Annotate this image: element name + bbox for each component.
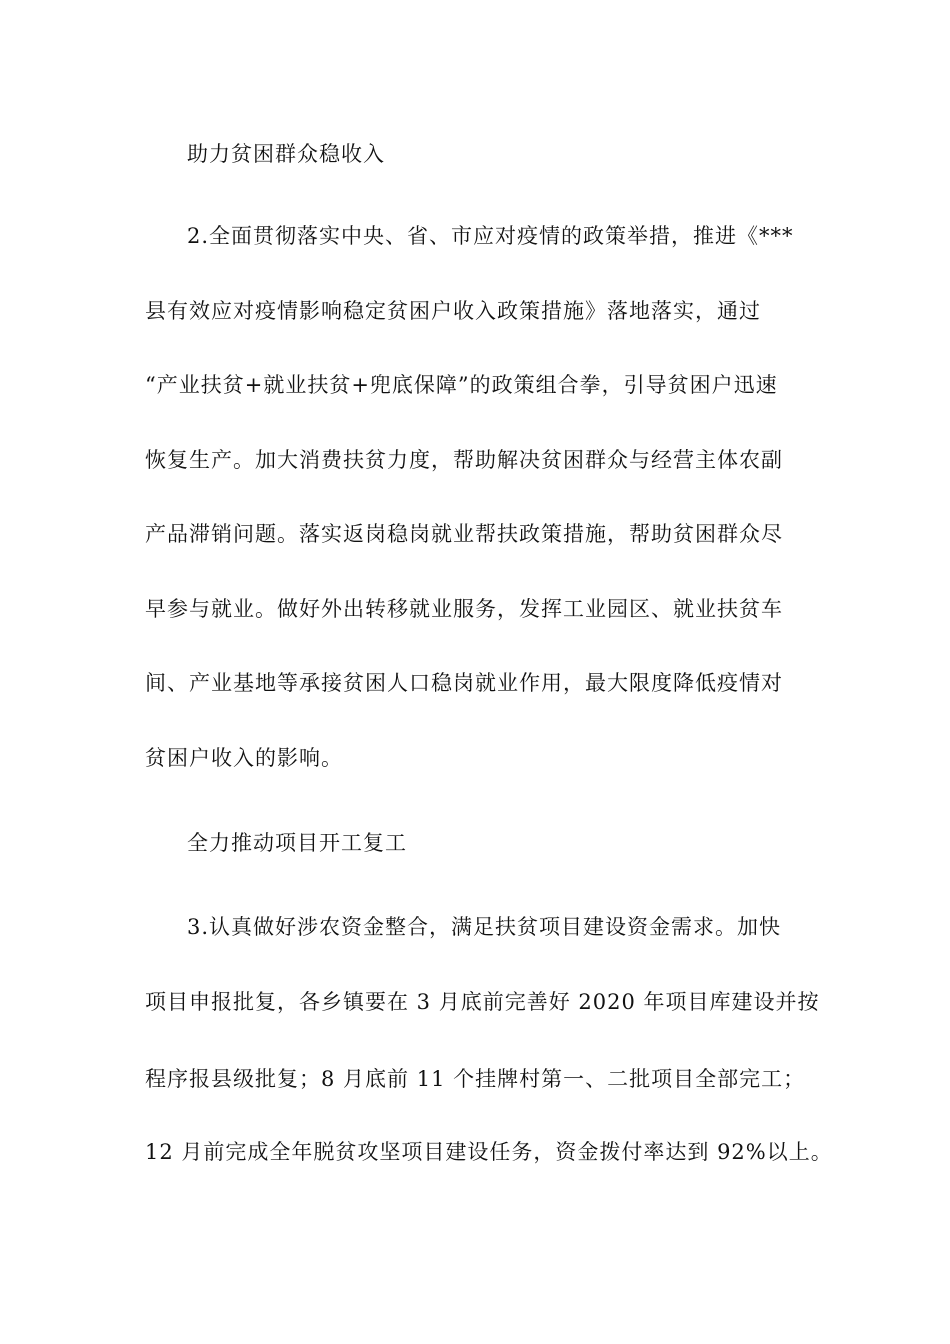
paragraph-line: 早参与就业。做好外出转移就业服务，发挥工业园区、就业扶贫车 — [145, 597, 783, 621]
paragraph-line: 县有效应对疫情影响稳定贫困户收入政策措施》落地落实，通过 — [145, 299, 761, 323]
section-heading-projects: 全力推动项目开工复工 — [187, 831, 407, 855]
paragraph-line: 项目申报批复，各乡镇要在 3 月底前完善好 2020 年项目库建设并按 — [145, 990, 820, 1014]
paragraph-line: 3.认真做好涉农资金整合，满足扶贫项目建设资金需求。加快 — [187, 915, 782, 939]
paragraph-line: 间、产业基地等承接贫困人口稳岗就业作用，最大限度降低疫情对 — [145, 671, 783, 695]
paragraph-line: 12 月前完成全年脱贫攻坚项目建设任务，资金拨付率达到 92%以上。 — [145, 1140, 833, 1164]
section-heading-income: 助力贫困群众稳收入 — [187, 142, 385, 166]
paragraph-line: 2.全面贯彻落实中央、省、市应对疫情的政策举措，推进《*** — [187, 224, 794, 248]
paragraph-line: 程序报县级批复；8 月底前 11 个挂牌村第一、二批项目全部完工； — [145, 1067, 806, 1091]
paragraph-line: “产业扶贫+就业扶贫+兜底保障”的政策组合拳，引导贫困户迅速 — [145, 373, 778, 397]
paragraph-line: 产品滞销问题。落实返岗稳岗就业帮扶政策措施，帮助贫困群众尽 — [145, 522, 783, 546]
paragraph-line: 恢复生产。加大消费扶贫力度，帮助解决贫困群众与经营主体农副 — [145, 448, 783, 472]
paragraph-line: 贫困户收入的影响。 — [145, 746, 343, 770]
